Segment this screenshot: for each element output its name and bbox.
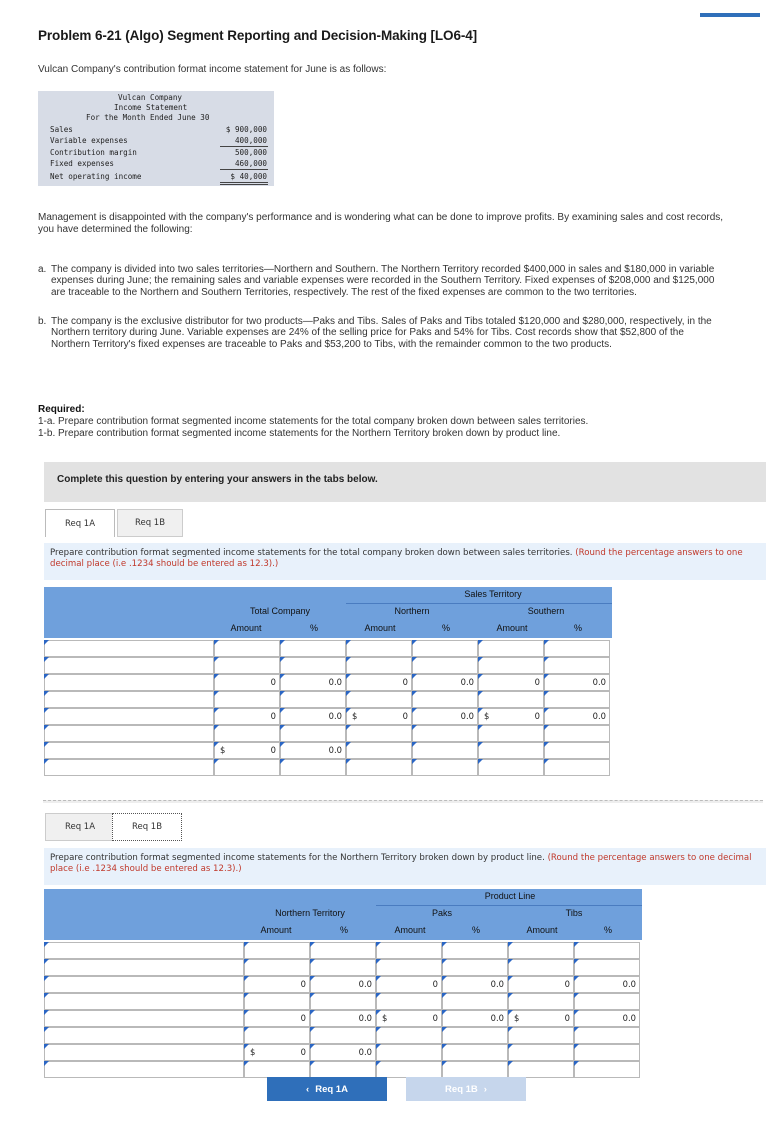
percent-input[interactable] [574,976,640,993]
cell-value: 0 [300,1047,306,1057]
percent-input[interactable] [574,993,640,1010]
percent-input[interactable] [310,1044,376,1061]
is-row-value: $ 40,000 [230,172,267,181]
is-row-label: Sales [50,125,73,134]
header-band-1b [44,889,642,940]
amount-input[interactable] [346,674,412,691]
amount-input[interactable] [346,708,412,725]
amount-input[interactable] [376,959,442,976]
percent-input[interactable] [280,725,346,742]
row-label-input[interactable] [44,959,244,976]
percent-input[interactable] [280,759,346,776]
item-marker: b. [38,316,47,327]
percent-input[interactable] [412,691,478,708]
percent-input[interactable] [442,1044,508,1061]
percent-input[interactable] [280,708,346,725]
round-note: (Round the percentage answers to one decimal place (i.e .1234 should be entered as 12.3).) [50,548,743,569]
percent-input[interactable] [310,959,376,976]
instructions-1a [44,543,766,580]
row-label-input[interactable] [44,1027,244,1044]
header-pct: % [471,925,481,935]
amount-input[interactable] [244,1010,310,1027]
amount-input[interactable] [214,657,280,674]
item-marker: a. [38,264,47,275]
percent-input[interactable] [310,993,376,1010]
header-northern: Northern [394,606,430,616]
amount-input[interactable] [478,742,544,759]
percent-input[interactable] [574,1044,640,1061]
page-title: Problem 6-21 (Algo) Segment Reporting and Decision-Making [LO6-4] [38,28,478,43]
cell-value: 0.0 [490,1013,504,1023]
amount-input[interactable] [376,1061,442,1078]
cell-value: 0.0 [328,745,342,755]
cell-value: 0 [402,677,408,687]
cell-value: 0.0 [622,1013,636,1023]
dollar-sign: $ [352,711,358,721]
is-period: For the Month Ended June 30 [86,113,210,122]
cell-value: 0.0 [460,711,474,721]
amount-input[interactable] [214,708,280,725]
header-pct: % [441,623,451,633]
header-pct: % [339,925,349,935]
amount-input[interactable] [346,759,412,776]
cell-value: 0.0 [592,711,606,721]
header-tibs: Tibs [565,908,583,918]
row-label-input[interactable] [44,657,214,674]
intro-text: Vulcan Company's contribution format income statement for June is as follows: [38,64,387,75]
item-text: The company is divided into two sales territories—Northern and Southern. The Northern Territory recorded $400,000 in sales and $180,000 in variable expenses during June; the remaining sales and variable expenses were recorded in the Southern Territory. Fixed expenses of $208,000 and $125,000 are traceable to the Northern and Southern Territories, respectively. The rest of the fixed expenses are common to the two territories. [51,264,715,298]
cell-value: 0.0 [328,677,342,687]
amount-input[interactable] [508,959,574,976]
header-paks: Paks [431,908,453,918]
cell-value: 0.0 [358,979,372,989]
header-amount: Amount [394,925,426,935]
amount-input[interactable] [244,1027,310,1044]
is-row-label: Fixed expenses [50,159,115,168]
row-label-input[interactable] [44,993,244,1010]
percent-input[interactable] [574,1010,640,1027]
row-label-input[interactable] [44,976,244,993]
amount-input[interactable] [508,1010,574,1027]
next-button-label: Req 1B [445,1083,478,1095]
tab-req-1b[interactable]: Req 1B [112,813,182,841]
cell-value: 0.0 [622,979,636,989]
dollar-sign: $ [382,1013,388,1023]
required-section [38,404,588,439]
percent-input[interactable] [412,640,478,657]
row-label-input[interactable] [44,725,214,742]
next-button[interactable] [406,1077,526,1101]
cell-value: 0 [432,1013,438,1023]
amount-input[interactable] [508,1061,574,1078]
percent-input[interactable] [310,1061,376,1078]
chevron-left-icon: ‹ [306,1083,310,1095]
prev-button[interactable] [267,1077,387,1101]
management-paragraph: Management is disappointed with the company's performance and is wondering what can be done to improve profits. By examining sales and cost records, you have determined the following: [38,212,724,236]
round-note: (Round the percentage answers to one decimal place (i.e .1234 should be entered as 12.3).) [50,853,752,874]
percent-input[interactable] [280,657,346,674]
amount-input[interactable] [244,1044,310,1061]
header-amount: Amount [230,623,262,633]
header-amount: Amount [364,623,396,633]
header-southern: Southern [527,606,565,616]
amount-input[interactable] [478,725,544,742]
percent-input[interactable] [574,1027,640,1044]
amount-input[interactable] [508,1027,574,1044]
divider [43,800,763,803]
is-company: Vulcan Company [118,93,183,102]
cell-value: 0 [432,979,438,989]
is-row-value: 500,000 [234,148,267,157]
percent-input[interactable] [412,657,478,674]
complete-banner: Complete this question by entering your answers in the tabs below. [44,462,766,502]
cell-value: 0 [564,979,570,989]
amount-input[interactable] [244,942,310,959]
req-1a-text: 1-a. Prepare contribution format segmented income statements for the total company broken down between sales territories. [38,415,589,427]
percent-input[interactable] [280,640,346,657]
row-label-input[interactable] [44,708,214,725]
percent-input[interactable] [574,942,640,959]
req-1b-text: 1-b. Prepare contribution format segmented income statements for the Northern Territory broken down by product line. [38,427,561,439]
row-label-input[interactable] [44,942,244,959]
is-row-label: Net operating income [50,172,142,181]
amount-input[interactable] [478,657,544,674]
amount-input[interactable] [508,942,574,959]
amount-input[interactable] [478,640,544,657]
cell-value: 0.0 [592,677,606,687]
cell-value: 0.0 [328,711,342,721]
header-pct: % [603,925,613,935]
header-band-1a [44,587,612,638]
amount-input[interactable] [214,725,280,742]
amount-input[interactable] [214,674,280,691]
cell-value: 0 [534,677,540,687]
header-total-company: Total Company [249,606,311,616]
cell-value: 0 [300,1013,306,1023]
percent-input[interactable] [574,1061,640,1078]
header-sales-territory: Sales Territory [464,589,522,599]
amount-input[interactable] [346,640,412,657]
percent-input[interactable] [544,691,610,708]
percent-input[interactable] [280,674,346,691]
is-row-value: 460,000 [234,159,267,168]
amount-input[interactable] [376,1010,442,1027]
percent-input[interactable] [574,959,640,976]
percent-input[interactable] [442,1027,508,1044]
instructions-1b [44,848,766,885]
amount-input[interactable] [214,742,280,759]
progress-bar [700,13,760,17]
percent-input[interactable] [412,674,478,691]
percent-input[interactable] [280,691,346,708]
percent-input[interactable] [412,725,478,742]
amount-input[interactable] [346,691,412,708]
cell-value: 0 [270,677,276,687]
percent-input[interactable] [412,742,478,759]
amount-input[interactable] [376,1044,442,1061]
percent-input[interactable] [544,742,610,759]
percent-input[interactable] [544,640,610,657]
header-amount: Amount [496,623,528,633]
amount-input[interactable] [478,759,544,776]
fact-item-b [38,316,716,350]
fact-item-a [38,264,716,298]
amount-input[interactable] [214,759,280,776]
cell-value: 0.0 [460,677,474,687]
percent-input[interactable] [544,759,610,776]
header-amount: Amount [526,925,558,935]
row-label-input[interactable] [44,1044,244,1061]
amount-input[interactable] [214,691,280,708]
percent-input[interactable] [442,976,508,993]
cell-value: 0 [270,711,276,721]
tab-req-1b[interactable]: Req 1B [117,509,183,537]
amount-input[interactable] [346,742,412,759]
is-row-value: $ 900,000 [225,125,267,134]
amount-input[interactable] [346,657,412,674]
row-label-input[interactable] [44,691,214,708]
percent-input[interactable] [544,674,610,691]
income-statement-box [38,91,274,186]
amount-input[interactable] [478,674,544,691]
is-row-label: Variable expenses [50,136,128,145]
row-label-input[interactable] [44,759,214,776]
instruction-text: Prepare contribution format segmented income statements for the total company broken down between sales territories. [50,548,573,558]
chevron-right-icon: › [483,1083,487,1095]
required-label: Required: [38,404,85,415]
header-northern-territory: Northern Territory [275,908,345,918]
cell-value: 0.0 [358,1047,372,1057]
amount-input[interactable] [346,725,412,742]
header-pct: % [573,623,583,633]
tab-req-1a[interactable]: Req 1A [45,813,115,841]
percent-input[interactable] [310,976,376,993]
amount-input[interactable] [478,708,544,725]
dollar-sign: $ [484,711,490,721]
percent-input[interactable] [442,942,508,959]
dollar-sign: $ [250,1047,256,1057]
dollar-sign: $ [220,745,226,755]
amount-input[interactable] [376,942,442,959]
percent-input[interactable] [442,1061,508,1078]
amount-input[interactable] [244,976,310,993]
percent-input[interactable] [442,1010,508,1027]
header-amount: Amount [260,925,292,935]
cell-value: 0 [402,711,408,721]
row-label-input[interactable] [44,674,214,691]
percent-input[interactable] [412,708,478,725]
amount-input[interactable] [244,959,310,976]
cell-value: 0.0 [358,1013,372,1023]
row-label-input[interactable] [44,1010,244,1027]
cell-value: 0 [534,711,540,721]
percent-input[interactable] [442,959,508,976]
amount-input[interactable] [508,976,574,993]
row-label-input[interactable] [44,1061,244,1078]
percent-input[interactable] [280,742,346,759]
header-pct: % [309,623,319,633]
is-row-value: 400,000 [234,136,267,145]
cell-value: 0.0 [490,979,504,989]
is-row-label: Contribution margin [50,148,137,157]
cell-value: 0 [564,1013,570,1023]
tab-req-1a[interactable]: Req 1A [45,509,115,537]
amount-input[interactable] [508,993,574,1010]
amount-input[interactable] [376,993,442,1010]
amount-input[interactable] [376,1027,442,1044]
percent-input[interactable] [442,993,508,1010]
prev-button-label: Req 1A [315,1083,348,1095]
amount-input[interactable] [508,1044,574,1061]
amount-input[interactable] [244,993,310,1010]
cell-value: 0 [300,979,306,989]
header-product-line: Product Line [484,891,536,901]
row-label-input[interactable] [44,640,214,657]
percent-input[interactable] [412,759,478,776]
item-text: The company is the exclusive distributor for two products—Paks and Tibs. Sales of Paks and Tibs totaled $120,000 and $280,000, respectively, in the Northern territory during June. Variable expenses are 24% of the selling price for Paks and 54% for Tibs. Cost records show that $52,800 of the Northern Territory's fixed expenses are traceable to Paks and $53,200 to Tibs, with the remainder common to the two products. [51,316,712,350]
percent-input[interactable] [544,708,610,725]
row-label-input[interactable] [44,742,214,759]
percent-input[interactable] [544,725,610,742]
is-statement: Income Statement [114,103,188,112]
amount-input[interactable] [478,691,544,708]
dollar-sign: $ [514,1013,520,1023]
amount-input[interactable] [244,1061,310,1078]
instruction-text: Prepare contribution format segmented income statements for the Northern Territory broken down by product line. [50,853,545,863]
cell-value: 0 [270,745,276,755]
percent-input[interactable] [310,1010,376,1027]
percent-input[interactable] [310,942,376,959]
amount-input[interactable] [214,640,280,657]
percent-input[interactable] [544,657,610,674]
percent-input[interactable] [310,1027,376,1044]
amount-input[interactable] [376,976,442,993]
